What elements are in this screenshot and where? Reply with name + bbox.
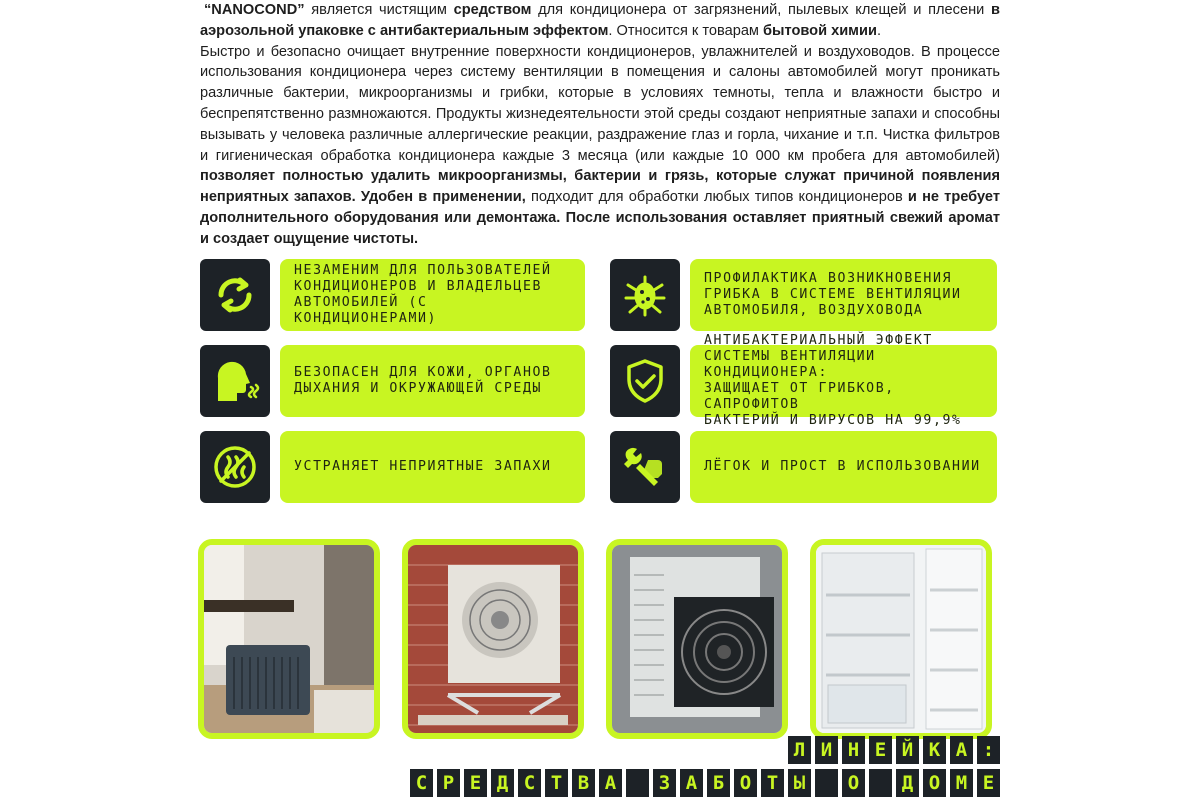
series-title-letter: Е [869, 736, 892, 764]
refrigerator-photo [810, 539, 992, 739]
series-title-letter: М [950, 769, 973, 797]
desc-bold: позволяет полностью удалить микроорганизмы, бактерии и грязь, которые служат причиной появления неприятных запахов. Удобен в применении, [200, 168, 1000, 206]
series-title-letter: Т [545, 769, 568, 797]
head-breathing-icon [200, 345, 270, 417]
wrench-hand-icon [610, 431, 680, 503]
series-title-letter: Й [896, 736, 919, 764]
desc-bold: и не требует дополнительного оборудования или демонтажа. После использования оставляет приятный свежий аромат и создает ощущение чистоты. [200, 189, 1000, 247]
feature-card-3: БЕЗОПАСЕН ДЛЯ КОЖИ, ОРГАНОВ ДЫХАНИЯ И ОКРУЖАЮЩЕЙ СРЕДЫ [280, 345, 585, 417]
product-description [200, 0, 1000, 250]
outdoor-ac-unit-photo [402, 539, 584, 739]
series-title-letter: Р [437, 769, 460, 797]
series-title-letter: А [599, 769, 622, 797]
series-title-letter: О [734, 769, 757, 797]
series-title-letter: В [572, 769, 595, 797]
series-title-letter: : [977, 736, 1000, 764]
desc-bold: бытовой химии [763, 22, 877, 39]
desc-text: . Относится к товарам [608, 22, 764, 39]
series-title-letter: З [653, 769, 676, 797]
desc-text: . [876, 22, 881, 39]
feature-card-1: НЕЗАМЕНИМ ДЛЯ ПОЛЬЗОВАТЕЛЕЙ КОНДИЦИОНЕРОВ И ВЛАДЕЛЬЦЕВ АВТОМОБИЛЕЙ (С КОНДИЦИОНЕРАМИ) [280, 259, 585, 331]
series-title-letter: Д [491, 769, 514, 797]
series-title-letter: Ы [788, 769, 811, 797]
series-title-letter: Е [977, 769, 1000, 797]
virus-icon [610, 259, 680, 331]
series-title-letter [626, 769, 649, 797]
desc-text: подходит для обработки любых типов кондиционеров [525, 189, 908, 206]
feature-card-2: ПРОФИЛАКТИКА ВОЗНИКНОВЕНИЯ ГРИБКА В СИСТЕМЕ ВЕНТИЛЯЦИИ АВТОМОБИЛЯ, ВОЗДУХОВОДА [690, 259, 997, 331]
series-title-letter: А [950, 736, 973, 764]
series-title-letter: Е [464, 769, 487, 797]
desc-text: для кондиционера от загрязнений, пылевых клещей и плесени [531, 2, 992, 18]
series-title-letter: О [842, 769, 865, 797]
shield-check-icon [610, 345, 680, 417]
series-title-letter: Б [707, 769, 730, 797]
desc-text: является чистящим [304, 2, 454, 18]
series-title-letter: И [815, 736, 838, 764]
feature-card-4: АНТИБАКТЕРИАЛЬНЫЙ ЭФФЕКТ СИСТЕМЫ ВЕНТИЛЯЦИИ КОНДИЦИОНЕРА: ЗАЩИЩАЕТ ОТ ГРИБКОВ, САПРОФИТОВ БАКТЕРИЙ И ВИРУСОВ НА 99,9% [690, 345, 997, 417]
series-title-line-1 [784, 736, 1000, 764]
ventilation-fan-photo [606, 539, 788, 739]
series-title-letter: К [923, 736, 946, 764]
series-title-letter: Л [788, 736, 811, 764]
description-paragraph-1 [200, 0, 1000, 42]
series-title-letter: Д [896, 769, 919, 797]
description-paragraph-2 [200, 42, 1000, 250]
feature-card-6: ЛЁГОК И ПРОСТ В ИСПОЛЬЗОВАНИИ [690, 431, 997, 503]
series-title-line-2 [406, 769, 1000, 797]
refresh-arrows-icon [200, 259, 270, 331]
series-title-letter: С [518, 769, 541, 797]
series-title-letter: А [680, 769, 703, 797]
series-title-letter [815, 769, 838, 797]
series-title-letter: О [923, 769, 946, 797]
desc-bold: в аэрозольной упаковке с антибактериальным эффектом [200, 2, 1000, 39]
brand-name: “NANOCOND” [204, 2, 305, 18]
humidifier-photo [198, 539, 380, 739]
series-title-letter: Т [761, 769, 784, 797]
desc-text: Быстро и безопасно очищает внутренние поверхности кондиционеров, увлажнителей и воздуховодов. В процессе использования кондиционера через систему вентиляции в помещения и салоны автомобилей могут проникать различные бактерии, микроорганизмы и грибки, которые в условиях темноты, тепла и влажности быстро и беспрепятственно размножаются. Продукты жизнедеятельности этой среды создают неприятные запахи и способны вызывать у человека различные аллергические реакции, раздражение глаз и горла, чихание и т.п. Чистка фильтров и гигиеническая обработка кондиционера каждые 3 месяца (или каждые 10 000 км пробега для автомобилей) [200, 43, 1000, 164]
no-odor-icon [200, 431, 270, 503]
series-title-letter: Н [842, 736, 865, 764]
feature-card-5: УСТРАНЯЕТ НЕПРИЯТНЫЕ ЗАПАХИ [280, 431, 585, 503]
series-title-letter [869, 769, 892, 797]
desc-bold: средством [453, 2, 532, 18]
series-title-letter: С [410, 769, 433, 797]
